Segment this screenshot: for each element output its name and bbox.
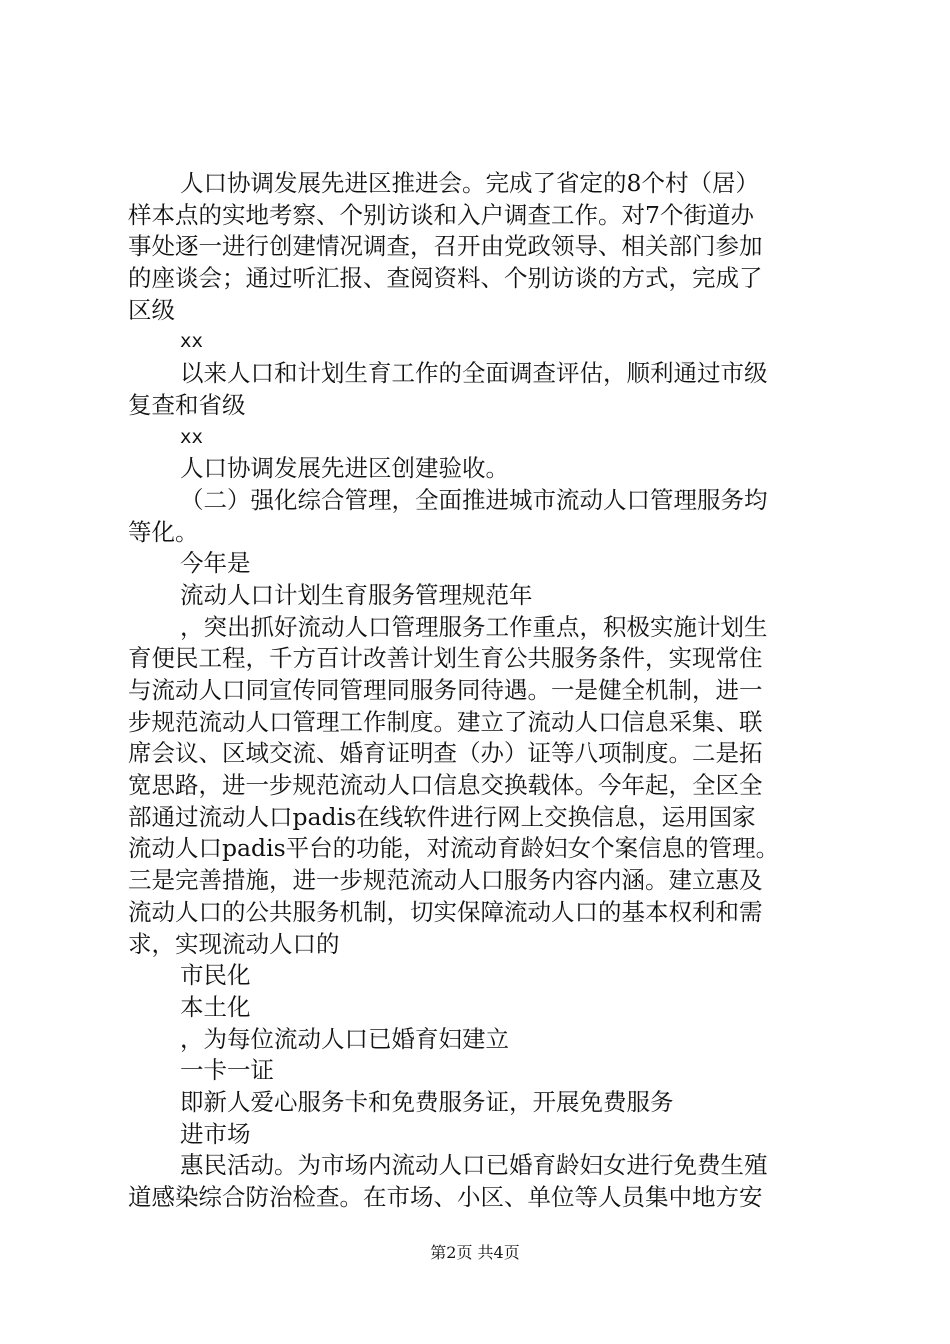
text-line: 一卡一证 (180, 1056, 274, 1085)
text-line: 等化。 (128, 517, 199, 546)
text-line: 道感染综合防治检查。在市场、小区、单位等人员集中地方安 (128, 1183, 763, 1211)
text-line: 事处逐一进行创建情况调查，召开由党政领导、相关部门参加 (128, 232, 763, 261)
text-line: 人口协调发展先进区创建验收。 (180, 454, 509, 483)
text-line: 以来人口和计划生育工作的全面调查评估，顺利通过市级 (180, 359, 768, 388)
text-line: 本土化 (180, 992, 251, 1021)
text-line: 流动人口计划生育服务管理规范年 (180, 580, 533, 609)
text-line: 流动人口padis平台的功能，对流动育龄妇女个案信息的管理。 (128, 834, 780, 863)
text-line: 求，实现流动人口的 (128, 929, 340, 958)
text-line: 即新人爱心服务卡和免费服务证，开展免费服务 (180, 1087, 674, 1116)
text-line: （二）强化综合管理，全面推进城市流动人口管理服务均 (180, 485, 768, 514)
text-line: 惠民活动。为市场内流动人口已婚育龄妇女进行免费生殖 (180, 1151, 768, 1180)
text-line: ，突出抓好流动人口管理服务工作重点，积极实施计划生 (180, 612, 768, 641)
text-line: 三是完善措施，进一步规范流动人口服务内容内涵。建立惠及 (128, 866, 763, 895)
text-line: 样本点的实地考察、个别访谈和入户调查工作。对7个街道办 (128, 200, 754, 229)
text-line: xx (180, 330, 203, 353)
text-line: 育便民工程，千方百计改善计划生育公共服务条件，实现常住 (128, 644, 763, 673)
text-line: 区级 (128, 295, 175, 324)
text-line: 流动人口的公共服务机制，切实保障流动人口的基本权利和需 (128, 897, 763, 926)
text-line: 与流动人口同宣传同管理同服务同待遇。一是健全机制，进一 (128, 676, 763, 704)
text-line: 复查和省级 (128, 390, 246, 419)
text-line: 进市场 (180, 1119, 251, 1148)
text-line: 今年是 (180, 549, 251, 578)
text-line: 人口协调发展先进区推进会。完成了省定的8个村（居） (180, 169, 759, 197)
text-line: 席会议、区域交流、婚育证明查（办）证等八项制度。二是拓 (128, 739, 763, 768)
text-line: 的座谈会；通过听汇报、查阅资料、个别访谈的方式，完成了 (128, 264, 763, 293)
text-line: ，为每位流动人口已婚育妇建立 (180, 1024, 509, 1053)
text-line: xx (180, 425, 203, 448)
text-line: 部通过流动人口padis在线软件进行网上交换信息，运用国家 (128, 802, 756, 831)
text-line: 市民化 (180, 961, 251, 990)
document-body (128, 168, 838, 1214)
text-line: 宽思路，进一步规范流动人口信息交换载体。今年起，全区全 (128, 771, 763, 800)
page-number-footer: 第2页 共4页 (430, 1243, 520, 1262)
text-line: 步规范流动人口管理工作制度。建立了流动人口信息采集、联 (128, 707, 763, 736)
